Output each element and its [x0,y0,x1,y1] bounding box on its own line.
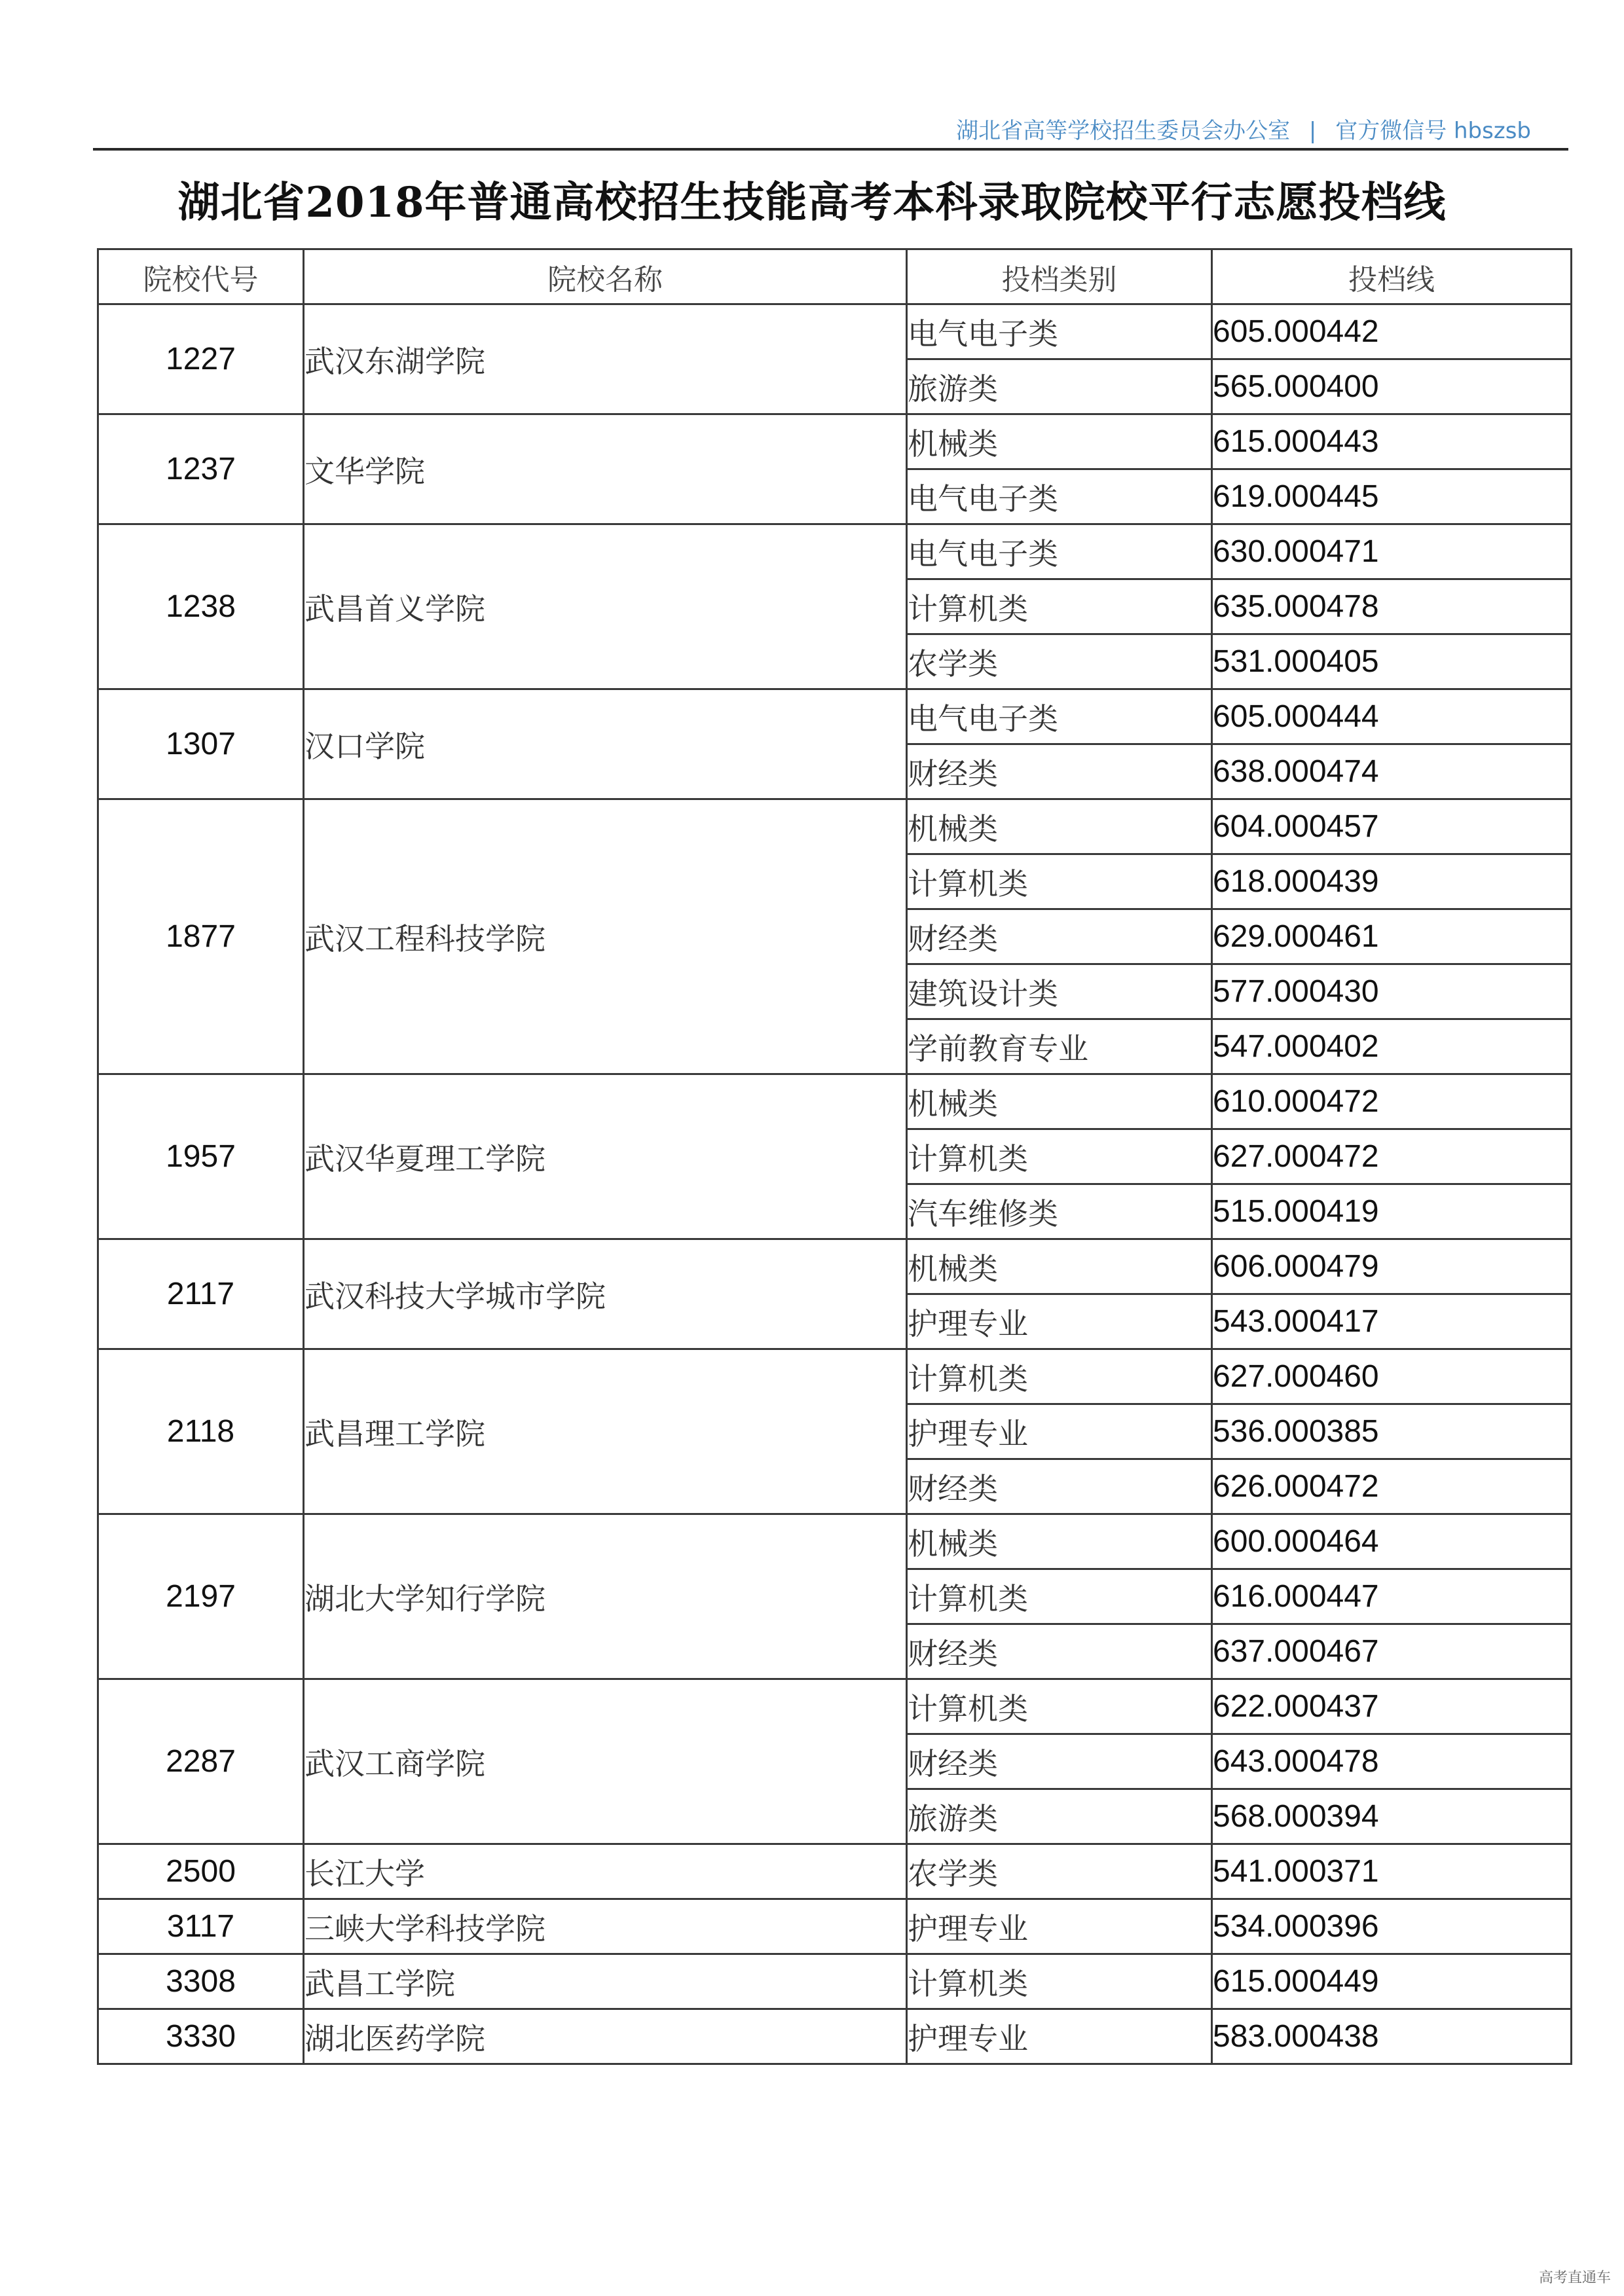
score-cell: 635.000478 [1212,579,1572,634]
category-cell: 电气电子类 [907,469,1212,524]
table-row [98,1074,1572,1129]
school-code-cell: 1957 [98,1074,304,1239]
category-cell: 旅游类 [907,1789,1212,1844]
table-row [98,1514,1572,1569]
score-cell: 629.000461 [1212,909,1572,964]
table-row [98,1899,1572,1954]
school-code-cell: 2197 [98,1514,304,1679]
table-row [98,1239,1572,1294]
category-cell: 护理专业 [907,1294,1212,1349]
column-header-score: 投档线 [1212,249,1572,304]
score-cell: 618.000439 [1212,854,1572,909]
school-code-cell: 2500 [98,1844,304,1899]
table-header-row [98,249,1572,304]
category-cell: 计算机类 [907,1129,1212,1184]
score-cell: 531.000405 [1212,634,1572,689]
school-name-cell: 湖北医药学院 [304,2009,907,2064]
category-cell: 机械类 [907,1074,1212,1129]
category-cell: 财经类 [907,1459,1212,1514]
table-row [98,2009,1572,2064]
admission-score-table [97,248,1572,2065]
table-row [98,304,1572,359]
category-cell: 护理专业 [907,1899,1212,1954]
score-cell: 610.000472 [1212,1074,1572,1129]
school-code-cell: 3330 [98,2009,304,2064]
school-code-cell: 1307 [98,689,304,799]
category-cell: 汽车维修类 [907,1184,1212,1239]
footer-watermark: 高考直通车 [1538,2270,1611,2286]
score-cell: 605.000444 [1212,689,1572,744]
category-cell: 财经类 [907,909,1212,964]
school-name-cell: 武汉工商学院 [304,1679,907,1844]
score-cell: 600.000464 [1212,1514,1572,1569]
score-cell: 568.000394 [1212,1789,1572,1844]
school-name-cell: 武汉华夏理工学院 [304,1074,907,1239]
school-name-cell: 湖北大学知行学院 [304,1514,907,1679]
score-cell: 543.000417 [1212,1294,1572,1349]
school-code-cell: 3117 [98,1899,304,1954]
header-separator: | [1308,118,1317,144]
score-cell: 577.000430 [1212,964,1572,1019]
score-cell: 565.000400 [1212,359,1572,414]
category-cell: 电气电子类 [907,304,1212,359]
score-cell: 541.000371 [1212,1844,1572,1899]
page-title: 湖北省2018年普通高校招生技能高考本科录取院校平行志愿投档线 [177,178,1447,227]
category-cell: 农学类 [907,1844,1212,1899]
score-cell: 616.000447 [1212,1569,1572,1624]
score-cell: 638.000474 [1212,744,1572,799]
school-code-cell: 2118 [98,1349,304,1514]
category-cell: 计算机类 [907,1679,1212,1734]
school-name-cell: 长江大学 [304,1844,907,1899]
school-code-cell: 1227 [98,304,304,414]
score-cell: 626.000472 [1212,1459,1572,1514]
school-name-cell: 汉口学院 [304,689,907,799]
category-cell: 计算机类 [907,854,1212,909]
header-rule [93,148,1568,151]
school-code-cell: 1877 [98,799,304,1074]
score-cell: 627.000460 [1212,1349,1572,1404]
header-note [956,113,1531,145]
category-cell: 计算机类 [907,1349,1212,1404]
school-code-cell: 1237 [98,414,304,524]
school-name-cell: 武汉科技大学城市学院 [304,1239,907,1349]
category-cell: 机械类 [907,1239,1212,1294]
table-row [98,414,1572,469]
category-cell: 护理专业 [907,1404,1212,1459]
score-cell: 536.000385 [1212,1404,1572,1459]
score-cell: 615.000443 [1212,414,1572,469]
table-row [98,524,1572,579]
score-cell: 515.000419 [1212,1184,1572,1239]
category-cell: 计算机类 [907,1569,1212,1624]
category-cell: 电气电子类 [907,689,1212,744]
category-cell: 学前教育专业 [907,1019,1212,1074]
table-row [98,1844,1572,1899]
score-cell: 606.000479 [1212,1239,1572,1294]
column-header-code: 院校代号 [98,249,304,304]
school-code-cell: 3308 [98,1954,304,2009]
school-code-cell: 2117 [98,1239,304,1349]
school-name-cell: 三峡大学科技学院 [304,1899,907,1954]
category-cell: 机械类 [907,414,1212,469]
score-cell: 605.000442 [1212,304,1572,359]
column-header-name: 院校名称 [304,249,907,304]
category-cell: 旅游类 [907,359,1212,414]
score-cell: 622.000437 [1212,1679,1572,1734]
category-cell: 计算机类 [907,579,1212,634]
category-cell: 护理专业 [907,2009,1212,2064]
category-cell: 财经类 [907,1734,1212,1789]
score-cell: 547.000402 [1212,1019,1572,1074]
wechat-id: 官方微信号 hbszsb [1335,118,1531,144]
table-row [98,1349,1572,1404]
score-cell: 627.000472 [1212,1129,1572,1184]
table-row [98,1954,1572,2009]
score-cell: 583.000438 [1212,2009,1572,2064]
category-cell: 机械类 [907,1514,1212,1569]
category-cell: 财经类 [907,1624,1212,1679]
school-name-cell: 武汉工程科技学院 [304,799,907,1074]
category-cell: 建筑设计类 [907,964,1212,1019]
column-header-category: 投档类别 [907,249,1212,304]
office-name: 湖北省高等学校招生委员会办公室 [956,118,1291,144]
school-name-cell: 武汉东湖学院 [304,304,907,414]
score-cell: 619.000445 [1212,469,1572,524]
school-name-cell: 文华学院 [304,414,907,524]
category-cell: 计算机类 [907,1954,1212,2009]
school-code-cell: 2287 [98,1679,304,1844]
category-cell: 农学类 [907,634,1212,689]
category-cell: 电气电子类 [907,524,1212,579]
category-cell: 机械类 [907,799,1212,854]
score-cell: 534.000396 [1212,1899,1572,1954]
score-cell: 604.000457 [1212,799,1572,854]
score-cell: 637.000467 [1212,1624,1572,1679]
school-name-cell: 武昌工学院 [304,1954,907,2009]
school-code-cell: 1238 [98,524,304,689]
category-cell: 财经类 [907,744,1212,799]
table-body [98,304,1572,2064]
score-cell: 643.000478 [1212,1734,1572,1789]
table-row [98,799,1572,854]
table-row [98,689,1572,744]
school-name-cell: 武昌首义学院 [304,524,907,689]
table-row [98,1679,1572,1734]
school-name-cell: 武昌理工学院 [304,1349,907,1514]
score-cell: 630.000471 [1212,524,1572,579]
score-cell: 615.000449 [1212,1954,1572,2009]
